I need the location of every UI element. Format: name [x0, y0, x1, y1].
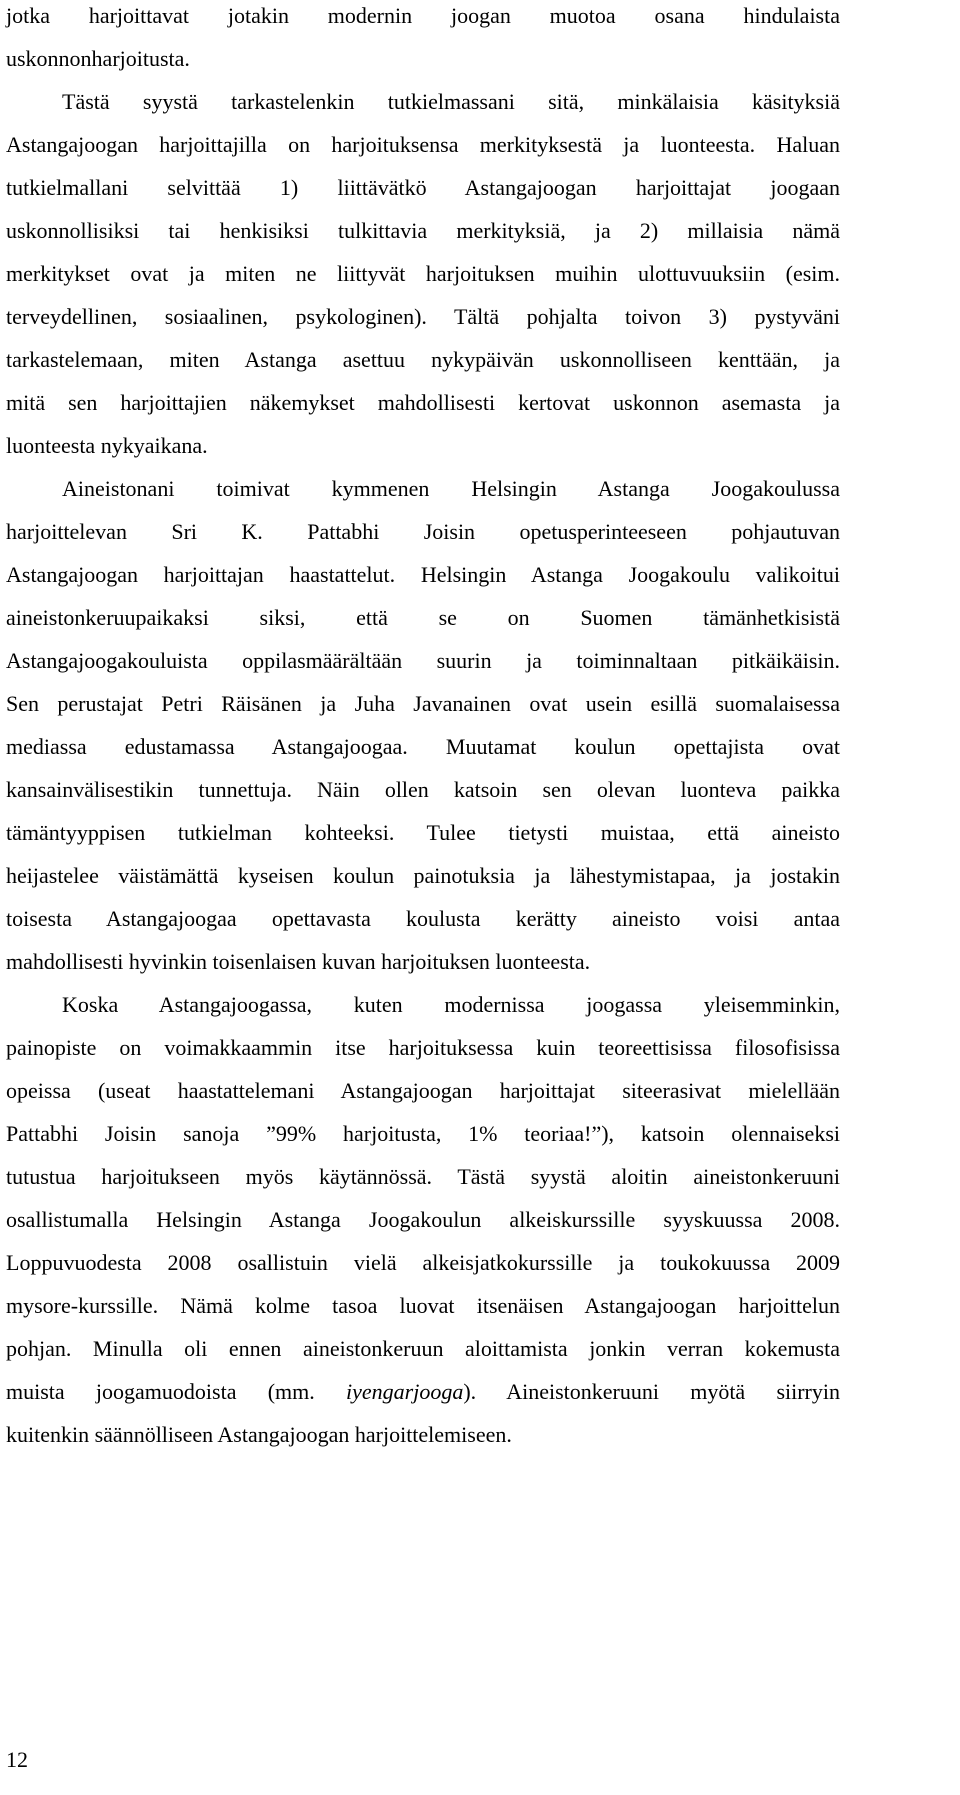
text-line: Koska Astangajoogassa, kuten modernissa joogassa yleisemminkin,: [62, 992, 840, 1017]
text-line: uskonnonharjoitusta.: [6, 46, 190, 71]
text-line-with-italic: [6, 1370, 840, 1413]
text-line: mahdollisesti hyvinkin toisenlaisen kuvan harjoituksen luonteesta.: [6, 949, 591, 974]
text-line: Astangajoogakouluista oppilasmäärältään suurin ja toiminnaltaan pitkäikäisin.: [6, 648, 840, 673]
text-line: Aineistonani toimivat kymmenen Helsingin Astanga Joogakoulussa: [62, 476, 840, 501]
text-line: opeissa (useat haastattelemani Astangajoogan harjoittajat siteerasivat mielellään: [6, 1078, 840, 1103]
text-line: merkitykset ovat ja miten ne liittyvät harjoituksen muihin ulottuvuuksiin (esim.: [6, 261, 840, 286]
text-line: Pattabhi Joisin sanoja ”99% harjoitusta, 1% teoriaa!”), katsoin olennaiseksi: [6, 1121, 840, 1146]
text-line: toisesta Astangajoogaa opettavasta koulusta kerätty aineisto voisi antaa: [6, 906, 840, 931]
text-segment: muista joogamuodoista (mm.: [6, 1379, 347, 1404]
text-line: Astangajoogan harjoittajan haastattelut. Helsingin Astanga Joogakoulu valikoitui: [6, 562, 840, 587]
text-line: tutustua harjoitukseen myös käytännössä. Tästä syystä aloitin aineistonkeruuni: [6, 1164, 840, 1189]
text-line: Sen perustajat Petri Räisänen ja Juha Javanainen ovat usein esillä suomalaisessa: [6, 691, 840, 716]
text-line: heijastelee väistämättä kyseisen koulun painotuksia ja lähestymistapaa, ja jostakin: [6, 863, 840, 888]
text-line: mysore-kurssille. Nämä kolme tasoa luovat itsenäisen Astangajoogan harjoittelun: [6, 1293, 840, 1318]
text-line: mediassa edustamassa Astangajoogaa. Muutamat koulun opettajista ovat: [6, 734, 840, 759]
text-line: tämäntyyppisen tutkielman kohteeksi. Tulee tietysti muistaa, että aineisto: [6, 820, 840, 845]
text-line: Loppuvuodesta 2008 osallistuin vielä alkeisjatkokurssille ja toukokuussa 2009: [6, 1250, 840, 1275]
text-line: kansainvälisestikin tunnettuja. Näin ollen katsoin sen olevan luonteva paikka: [6, 777, 840, 802]
paragraph-3: [6, 467, 840, 983]
paragraph-1: [6, 0, 840, 80]
paragraph-4: [6, 983, 840, 1456]
text-line: tarkastelemaan, miten Astanga asettuu nykypäivän uskonnolliseen kenttään, ja: [6, 347, 840, 372]
text-line: mitä sen harjoittajien näkemykset mahdollisesti kertovat uskonnon asemasta ja: [6, 390, 840, 415]
text-line: tutkielmallani selvittää 1) liittävätkö Astangajoogan harjoittajat joogaan: [6, 175, 840, 200]
text-segment: ). Aineistonkeruuni myötä siirryin: [463, 1379, 840, 1404]
body-text: [6, 0, 840, 1456]
page-number: 12: [6, 1747, 28, 1772]
paragraph-2: [6, 80, 840, 467]
text-line: osallistumalla Helsingin Astanga Joogakoulun alkeiskurssille syyskuussa 2008.: [6, 1207, 840, 1232]
text-line: luonteesta nykyaikana.: [6, 433, 208, 458]
text-line: uskonnollisiksi tai henkisiksi tulkittavia merkityksiä, ja 2) millaisia nämä: [6, 218, 840, 243]
italic-term: iyengarjooga: [346, 1379, 464, 1404]
text-line: Tästä syystä tarkastelenkin tutkielmassani sitä, minkälaisia käsityksiä: [62, 89, 840, 114]
text-line: painopiste on voimakkaammin itse harjoituksessa kuin teoreettisissa filosofisissa: [6, 1035, 840, 1060]
text-line: aineistonkeruupaikaksi siksi, että se on Suomen tämänhetkisistä: [6, 605, 840, 630]
text-line: pohjan. Minulla oli ennen aineistonkeruun aloittamista jonkin verran kokemusta: [6, 1336, 840, 1361]
text-line: kuitenkin säännölliseen Astangajoogan harjoittelemiseen.: [6, 1422, 512, 1447]
text-line: harjoittelevan Sri K. Pattabhi Joisin opetusperinteeseen pohjautuvan: [6, 519, 840, 544]
text-line: terveydellinen, sosiaalinen, psykologinen). Tältä pohjalta toivon 3) pystyväni: [6, 304, 840, 329]
text-line: Astangajoogan harjoittajilla on harjoituksensa merkityksestä ja luonteesta. Haluan: [6, 132, 840, 157]
text-line: jotka harjoittavat jotakin modernin joogan muotoa osana hindulaista: [6, 3, 840, 28]
